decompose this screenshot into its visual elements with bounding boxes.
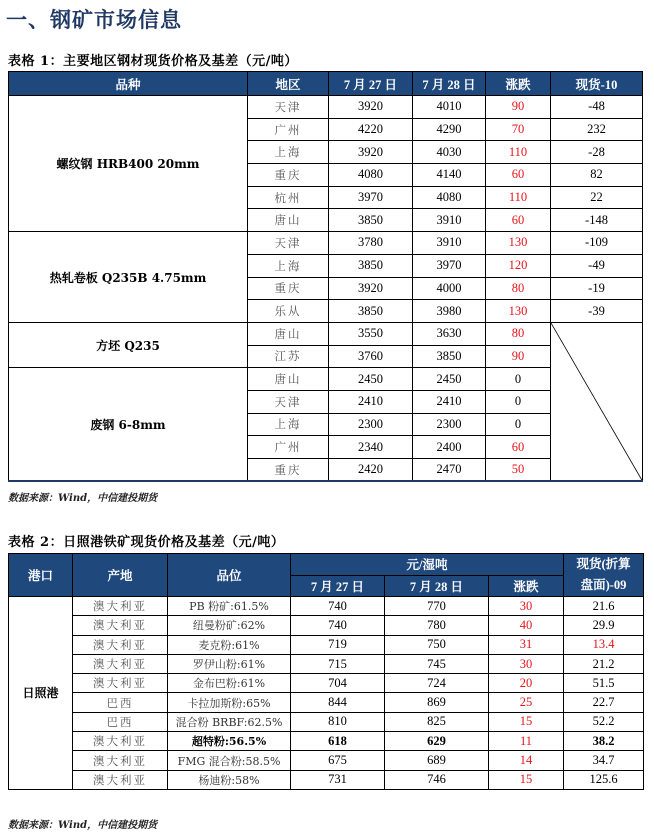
change-cell: 31 [489, 635, 564, 654]
change-cell: 90 [486, 96, 551, 119]
table-row [9, 751, 644, 770]
basis-cell: -28 [551, 141, 643, 164]
price-jul28: 3970 [413, 254, 486, 277]
table1-caption: 表格 1：主要地区钢材现货价格及基差（元/吨） [8, 54, 298, 69]
section-title: 一、钢矿市场信息 [6, 8, 182, 32]
price-jul28: 2410 [413, 390, 486, 413]
basis-cell: 52.2 [564, 712, 644, 731]
change-cell: 110 [486, 186, 551, 209]
change-cell: 60 [486, 209, 551, 232]
change-cell: 30 [489, 597, 564, 616]
col-header-jul27: 7 月 27 日 [291, 575, 385, 597]
grade-cell: 纽曼粉矿:62% [168, 616, 291, 635]
price-jul27: 715 [291, 654, 385, 673]
origin-cell: 澳大利亚 [73, 616, 168, 635]
grade-cell: FMG 混合粉:58.5% [168, 751, 291, 770]
change-cell: 15 [489, 712, 564, 731]
basis-cell: 51.5 [564, 674, 644, 693]
price-jul28: 4140 [413, 164, 486, 187]
price-jul28: 4290 [413, 118, 486, 141]
change-cell: 50 [486, 459, 551, 482]
table2-caption: 表格 2：日照港铁矿现货价格及基差（元/吨） [8, 535, 285, 550]
region-cell: 重庆 [248, 459, 329, 482]
price-jul28: 689 [385, 751, 489, 770]
basis-cell: 232 [551, 118, 643, 141]
table-row [9, 322, 643, 345]
price-jul27: 719 [291, 635, 385, 654]
table-row [9, 674, 644, 693]
col-header-change: 涨跌 [489, 575, 564, 597]
region-cell: 广州 [248, 436, 329, 459]
origin-cell: 澳大利亚 [73, 635, 168, 654]
price-jul27: 740 [291, 597, 385, 616]
table-header-row [9, 72, 643, 96]
change-cell: 70 [486, 118, 551, 141]
region-cell: 唐山 [248, 209, 329, 232]
grade-cell: 罗伊山粉:61% [168, 654, 291, 673]
price-jul27: 4220 [329, 118, 413, 141]
change-cell: 90 [486, 345, 551, 368]
price-jul27: 844 [291, 693, 385, 712]
region-cell: 上海 [248, 254, 329, 277]
table-row [9, 597, 644, 616]
price-jul28: 2300 [413, 413, 486, 436]
product-cell: 方坯 Q235 [9, 322, 248, 367]
change-cell: 11 [489, 732, 564, 751]
origin-cell: 巴西 [73, 693, 168, 712]
region-cell: 重庆 [248, 164, 329, 187]
iron-ore-price-table [8, 553, 644, 790]
price-jul28: 746 [385, 770, 489, 789]
price-jul28: 3630 [413, 322, 486, 345]
col-header-unit: 元/湿吨 [291, 554, 564, 576]
table-row [9, 96, 643, 119]
price-jul28: 750 [385, 635, 489, 654]
price-jul28: 724 [385, 674, 489, 693]
change-cell: 120 [486, 254, 551, 277]
change-cell: 130 [486, 232, 551, 255]
basis-cell: 22.7 [564, 693, 644, 712]
table-row-highlighted [9, 732, 644, 751]
col-header-origin: 产地 [73, 554, 168, 597]
origin-cell: 澳大利亚 [73, 770, 168, 789]
region-cell: 上海 [248, 141, 329, 164]
region-cell: 上海 [248, 413, 329, 436]
basis-cell: -19 [551, 277, 643, 300]
region-cell: 江苏 [248, 345, 329, 368]
price-jul27: 3920 [329, 96, 413, 119]
price-jul27: 2450 [329, 368, 413, 391]
price-jul28: 2470 [413, 459, 486, 482]
change-cell: 15 [489, 770, 564, 789]
grade-cell: 金布巴粉:61% [168, 674, 291, 693]
table-row [9, 616, 644, 635]
region-cell: 乐从 [248, 300, 329, 323]
price-jul27: 2410 [329, 390, 413, 413]
origin-cell: 澳大利亚 [73, 654, 168, 673]
price-jul28: 2450 [413, 368, 486, 391]
change-cell: 110 [486, 141, 551, 164]
price-jul27: 3850 [329, 209, 413, 232]
product-cell: 热轧卷板 Q235B 4.75mm [9, 232, 248, 323]
price-jul28: 4000 [413, 277, 486, 300]
col-header-jul28: 7 月 28 日 [413, 72, 486, 96]
price-jul28: 3850 [413, 345, 486, 368]
col-header-basis [564, 554, 644, 597]
steel-price-table [8, 71, 643, 482]
price-jul27: 618 [291, 732, 385, 751]
price-jul27: 3760 [329, 345, 413, 368]
basis-cell: 125.6 [564, 770, 644, 789]
table-row [9, 368, 643, 391]
price-jul28: 3910 [413, 209, 486, 232]
change-cell: 0 [486, 413, 551, 436]
grade-cell: 超特粉:56.5% [168, 732, 291, 751]
price-jul28: 770 [385, 597, 489, 616]
table-row [9, 770, 644, 789]
price-jul28: 869 [385, 693, 489, 712]
region-cell: 天津 [248, 390, 329, 413]
origin-cell: 巴西 [73, 712, 168, 731]
change-cell: 60 [486, 164, 551, 187]
basis-cell: 82 [551, 164, 643, 187]
basis-cell: 13.4 [564, 635, 644, 654]
col-header-region: 地区 [248, 72, 329, 96]
basis-cell: -109 [551, 232, 643, 255]
change-cell: 80 [486, 322, 551, 345]
price-jul27: 675 [291, 751, 385, 770]
price-jul27: 3920 [329, 141, 413, 164]
price-jul27: 3920 [329, 277, 413, 300]
basis-cell: -48 [551, 96, 643, 119]
grade-cell: 麦克粉:61% [168, 635, 291, 654]
col-header-basis: 现货-10 [551, 72, 643, 96]
product-cell: 废钢 6-8mm [9, 368, 248, 481]
change-cell: 80 [486, 277, 551, 300]
region-cell: 杭州 [248, 186, 329, 209]
table-row [9, 712, 644, 731]
origin-cell: 澳大利亚 [73, 732, 168, 751]
product-cell: 螺纹钢 HRB400 20mm [9, 96, 248, 232]
price-jul27: 3550 [329, 322, 413, 345]
price-jul28: 825 [385, 712, 489, 731]
price-jul27: 3780 [329, 232, 413, 255]
price-jul27: 810 [291, 712, 385, 731]
price-jul27: 4080 [329, 164, 413, 187]
basis-cell: -49 [551, 254, 643, 277]
price-jul28: 4030 [413, 141, 486, 164]
grade-cell: 卡拉加斯粉:65% [168, 693, 291, 712]
origin-cell: 澳大利亚 [73, 597, 168, 616]
table1-source-note: 数据来源：Wind，中信建投期货 [8, 493, 158, 504]
region-cell: 天津 [248, 96, 329, 119]
table2-source-note: 数据来源：Wind，中信建投期货 [8, 820, 158, 831]
table-row [9, 654, 644, 673]
basis-cell: 21.6 [564, 597, 644, 616]
basis-header-line2: 盘面)-09 [580, 578, 627, 592]
price-jul27: 3850 [329, 300, 413, 323]
basis-cell: 38.2 [564, 732, 644, 751]
col-header-jul28: 7 月 28 日 [385, 575, 489, 597]
price-jul28: 3980 [413, 300, 486, 323]
table-row [9, 232, 643, 255]
price-jul28: 2400 [413, 436, 486, 459]
col-header-jul27: 7 月 27 日 [329, 72, 413, 96]
change-cell: 0 [486, 390, 551, 413]
price-jul28: 745 [385, 654, 489, 673]
basis-cell: -39 [551, 300, 643, 323]
region-cell: 唐山 [248, 368, 329, 391]
origin-cell: 澳大利亚 [73, 674, 168, 693]
price-jul27: 3970 [329, 186, 413, 209]
price-jul28: 780 [385, 616, 489, 635]
grade-cell: 混合粉 BRBF:62.5% [168, 712, 291, 731]
change-cell: 60 [486, 436, 551, 459]
region-cell: 唐山 [248, 322, 329, 345]
price-jul27: 704 [291, 674, 385, 693]
basis-cell: 21.2 [564, 654, 644, 673]
change-cell: 0 [486, 368, 551, 391]
basis-header-line1: 现货(折算 [576, 557, 631, 571]
col-header-product: 品种 [9, 72, 248, 96]
price-jul27: 2300 [329, 413, 413, 436]
change-cell: 25 [489, 693, 564, 712]
empty-basis-cell-diagonal [551, 322, 643, 481]
region-cell: 重庆 [248, 277, 329, 300]
region-cell: 广州 [248, 118, 329, 141]
price-jul27: 2340 [329, 436, 413, 459]
table-header-row [9, 554, 644, 576]
col-header-change: 涨跌 [486, 72, 551, 96]
change-cell: 30 [489, 654, 564, 673]
price-jul27: 740 [291, 616, 385, 635]
port-cell: 日照港 [9, 597, 73, 790]
price-jul28: 4080 [413, 186, 486, 209]
change-cell: 14 [489, 751, 564, 770]
grade-cell: 杨迪粉:58% [168, 770, 291, 789]
basis-cell: 22 [551, 186, 643, 209]
grade-cell: PB 粉矿:61.5% [168, 597, 291, 616]
diagonal-line-icon [551, 323, 642, 480]
table-row [9, 635, 644, 654]
change-cell: 130 [486, 300, 551, 323]
table-row [9, 693, 644, 712]
price-jul27: 3850 [329, 254, 413, 277]
price-jul27: 2420 [329, 459, 413, 482]
price-jul27: 731 [291, 770, 385, 789]
basis-cell: 34.7 [564, 751, 644, 770]
price-jul28: 629 [385, 732, 489, 751]
change-cell: 40 [489, 616, 564, 635]
change-cell: 20 [489, 674, 564, 693]
region-cell: 天津 [248, 232, 329, 255]
basis-cell: 29.9 [564, 616, 644, 635]
col-header-grade: 品位 [168, 554, 291, 597]
origin-cell: 澳大利亚 [73, 751, 168, 770]
price-jul28: 4010 [413, 96, 486, 119]
price-jul28: 3910 [413, 232, 486, 255]
col-header-port: 港口 [9, 554, 73, 597]
basis-cell: -148 [551, 209, 643, 232]
